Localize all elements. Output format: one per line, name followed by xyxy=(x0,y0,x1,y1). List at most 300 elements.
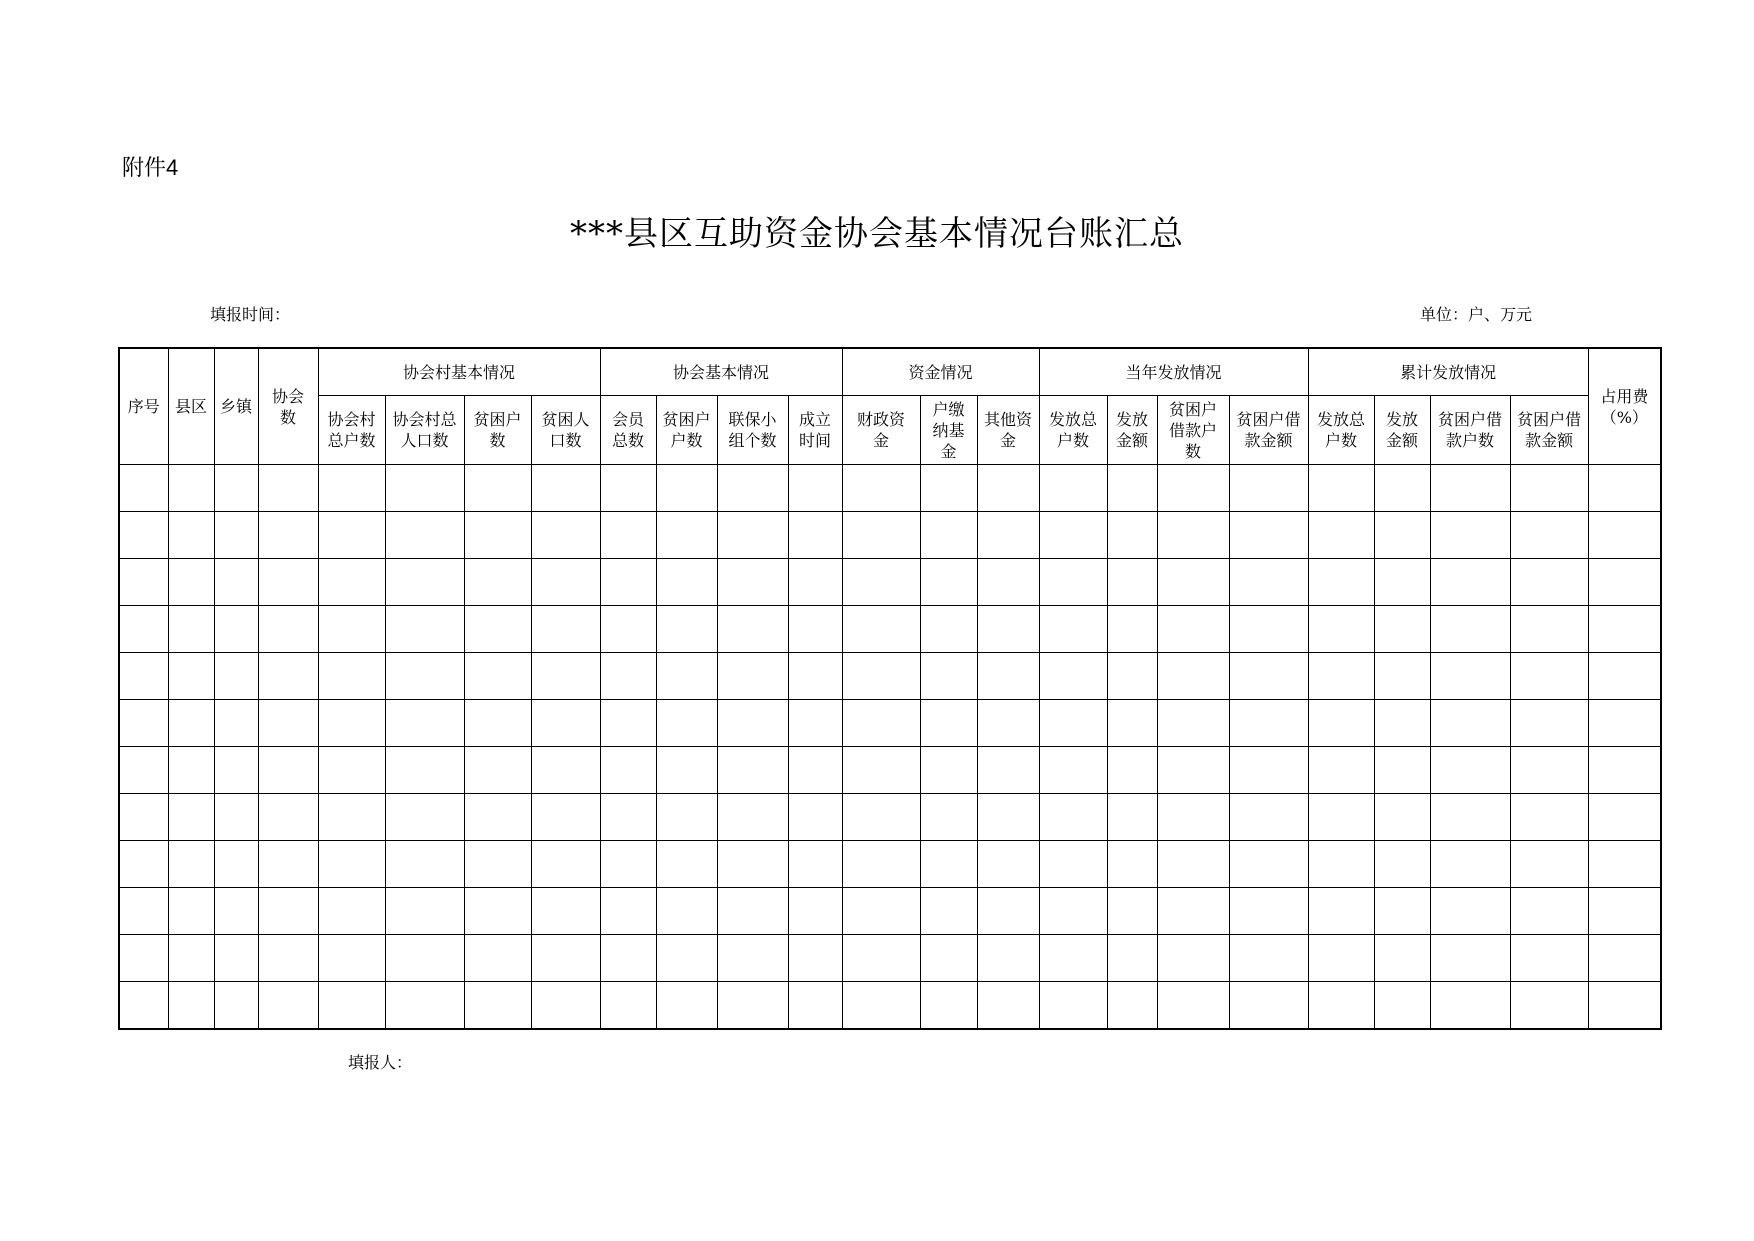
table-cell[interactable] xyxy=(788,747,842,794)
table-cell[interactable] xyxy=(531,700,600,747)
table-cell[interactable] xyxy=(717,606,788,653)
table-cell[interactable] xyxy=(385,841,464,888)
table-cell[interactable] xyxy=(1510,559,1588,606)
table-cell[interactable] xyxy=(214,606,258,653)
table-cell[interactable] xyxy=(1107,606,1157,653)
table-cell[interactable] xyxy=(920,465,977,512)
table-cell[interactable] xyxy=(788,982,842,1030)
table-cell[interactable] xyxy=(1107,465,1157,512)
table-cell[interactable] xyxy=(464,606,531,653)
table-cell[interactable] xyxy=(600,841,656,888)
header-year-issued-households: 发放总 户数 xyxy=(1039,396,1107,465)
table-cell[interactable] xyxy=(920,935,977,982)
table-cell[interactable] xyxy=(788,465,842,512)
table-cell[interactable] xyxy=(531,888,600,935)
table-cell[interactable] xyxy=(168,747,214,794)
table-cell[interactable] xyxy=(119,888,168,935)
table-cell[interactable] xyxy=(842,935,920,982)
table-cell[interactable] xyxy=(214,982,258,1030)
table-cell[interactable] xyxy=(656,465,717,512)
table-cell[interactable] xyxy=(1107,747,1157,794)
table-cell[interactable] xyxy=(600,747,656,794)
table-cell[interactable] xyxy=(531,935,600,982)
table-cell[interactable] xyxy=(600,653,656,700)
table-cell[interactable] xyxy=(717,653,788,700)
table-cell[interactable] xyxy=(1308,935,1374,982)
table-cell[interactable] xyxy=(1157,700,1229,747)
table-cell[interactable] xyxy=(717,465,788,512)
table-cell[interactable] xyxy=(1308,982,1374,1030)
table-cell[interactable] xyxy=(119,653,168,700)
table-cell[interactable] xyxy=(1430,841,1510,888)
table-cell[interactable] xyxy=(1229,606,1308,653)
table-cell[interactable] xyxy=(1588,841,1661,888)
table-cell[interactable] xyxy=(842,841,920,888)
table-cell[interactable] xyxy=(1107,559,1157,606)
table-cell[interactable] xyxy=(656,982,717,1030)
table-cell[interactable] xyxy=(788,700,842,747)
table-cell[interactable] xyxy=(600,794,656,841)
table-cell[interactable] xyxy=(600,888,656,935)
table-cell[interactable] xyxy=(842,465,920,512)
table-cell[interactable] xyxy=(1229,747,1308,794)
table-cell[interactable] xyxy=(119,559,168,606)
table-cell[interactable] xyxy=(842,559,920,606)
table-cell[interactable] xyxy=(464,700,531,747)
table-cell[interactable] xyxy=(842,512,920,559)
table-row xyxy=(119,559,1661,606)
table-cell[interactable] xyxy=(656,888,717,935)
table-cell[interactable] xyxy=(168,888,214,935)
table-cell[interactable] xyxy=(168,465,214,512)
table-cell[interactable] xyxy=(842,653,920,700)
table-row xyxy=(119,653,1661,700)
table-cell[interactable] xyxy=(656,841,717,888)
table-cell[interactable] xyxy=(1229,982,1308,1030)
table-cell[interactable] xyxy=(1157,747,1229,794)
table-cell[interactable] xyxy=(717,982,788,1030)
table-cell[interactable] xyxy=(1039,559,1107,606)
table-cell[interactable] xyxy=(1157,794,1229,841)
table-cell[interactable] xyxy=(258,794,318,841)
table-cell[interactable] xyxy=(318,606,385,653)
table-cell[interactable] xyxy=(1430,747,1510,794)
table-cell[interactable] xyxy=(920,700,977,747)
table-cell[interactable] xyxy=(1039,700,1107,747)
table-cell[interactable] xyxy=(1039,512,1107,559)
table-cell[interactable] xyxy=(1157,653,1229,700)
header-village-population: 协会村总 人口数 xyxy=(385,396,464,465)
table-cell[interactable] xyxy=(1157,559,1229,606)
table-cell[interactable] xyxy=(1588,653,1661,700)
table-row xyxy=(119,747,1661,794)
table-cell[interactable] xyxy=(1229,512,1308,559)
table-cell[interactable] xyxy=(1308,606,1374,653)
table-cell[interactable] xyxy=(318,747,385,794)
table-cell[interactable] xyxy=(1588,465,1661,512)
header-occupancy-fee: 占用费 （%） xyxy=(1588,348,1661,465)
table-cell[interactable] xyxy=(1588,512,1661,559)
table-cell[interactable] xyxy=(318,935,385,982)
table-cell[interactable] xyxy=(464,794,531,841)
table-cell[interactable] xyxy=(1107,512,1157,559)
table-cell[interactable] xyxy=(1374,700,1430,747)
table-cell[interactable] xyxy=(788,794,842,841)
table-cell[interactable] xyxy=(1510,465,1588,512)
table-cell[interactable] xyxy=(1588,700,1661,747)
table-cell[interactable] xyxy=(531,841,600,888)
table-cell[interactable] xyxy=(119,982,168,1030)
table-cell[interactable] xyxy=(168,982,214,1030)
table-cell[interactable] xyxy=(119,606,168,653)
table-cell[interactable] xyxy=(656,653,717,700)
table-cell[interactable] xyxy=(977,935,1039,982)
table-cell[interactable] xyxy=(168,606,214,653)
table-cell[interactable] xyxy=(1588,747,1661,794)
table-cell[interactable] xyxy=(977,982,1039,1030)
table-cell[interactable] xyxy=(842,747,920,794)
table-cell[interactable] xyxy=(531,606,600,653)
table-cell[interactable] xyxy=(119,935,168,982)
table-cell[interactable] xyxy=(1107,982,1157,1030)
table-cell[interactable] xyxy=(600,982,656,1030)
table-cell[interactable] xyxy=(531,794,600,841)
table-cell[interactable] xyxy=(258,747,318,794)
table-cell[interactable] xyxy=(1107,888,1157,935)
table-cell[interactable] xyxy=(119,700,168,747)
table-cell[interactable] xyxy=(1374,606,1430,653)
table-cell[interactable] xyxy=(842,794,920,841)
table-cell[interactable] xyxy=(920,559,977,606)
table-cell[interactable] xyxy=(1510,653,1588,700)
table-cell[interactable] xyxy=(842,888,920,935)
table-cell[interactable] xyxy=(1308,841,1374,888)
table-cell[interactable] xyxy=(1229,559,1308,606)
table-cell[interactable] xyxy=(1510,747,1588,794)
table-cell[interactable] xyxy=(1107,794,1157,841)
table-cell[interactable] xyxy=(318,465,385,512)
table-cell[interactable] xyxy=(385,559,464,606)
table-cell[interactable] xyxy=(318,794,385,841)
table-cell[interactable] xyxy=(1157,465,1229,512)
table-cell[interactable] xyxy=(788,512,842,559)
table-cell[interactable] xyxy=(214,512,258,559)
table-cell[interactable] xyxy=(1039,982,1107,1030)
table-cell[interactable] xyxy=(1588,559,1661,606)
table-cell[interactable] xyxy=(258,935,318,982)
table-cell[interactable] xyxy=(385,465,464,512)
table-cell[interactable] xyxy=(464,747,531,794)
table-cell[interactable] xyxy=(656,747,717,794)
table-cell[interactable] xyxy=(842,982,920,1030)
table-cell[interactable] xyxy=(977,888,1039,935)
table-cell[interactable] xyxy=(656,700,717,747)
table-cell[interactable] xyxy=(1229,935,1308,982)
table-cell[interactable] xyxy=(318,700,385,747)
header-year-issued-amount: 发放 金额 xyxy=(1107,396,1157,465)
table-cell[interactable] xyxy=(1229,841,1308,888)
table-cell[interactable] xyxy=(214,888,258,935)
table-cell[interactable] xyxy=(385,606,464,653)
table-cell[interactable] xyxy=(1374,559,1430,606)
table-cell[interactable] xyxy=(385,653,464,700)
table-cell[interactable] xyxy=(464,559,531,606)
table-cell[interactable] xyxy=(464,935,531,982)
table-cell[interactable] xyxy=(531,512,600,559)
table-cell[interactable] xyxy=(1107,653,1157,700)
table-cell[interactable] xyxy=(1510,935,1588,982)
table-cell[interactable] xyxy=(1039,794,1107,841)
table-cell[interactable] xyxy=(1510,512,1588,559)
table-cell[interactable] xyxy=(318,512,385,559)
table-cell[interactable] xyxy=(1588,982,1661,1030)
table-cell[interactable] xyxy=(600,606,656,653)
table-cell[interactable] xyxy=(1510,841,1588,888)
table-cell[interactable] xyxy=(258,888,318,935)
table-cell[interactable] xyxy=(788,841,842,888)
table-cell[interactable] xyxy=(119,465,168,512)
table-cell[interactable] xyxy=(258,700,318,747)
table-cell[interactable] xyxy=(258,512,318,559)
table-cell[interactable] xyxy=(1430,700,1510,747)
table-cell[interactable] xyxy=(1374,935,1430,982)
table-cell[interactable] xyxy=(920,794,977,841)
table-cell[interactable] xyxy=(1039,888,1107,935)
table-cell[interactable] xyxy=(1430,888,1510,935)
table-cell[interactable] xyxy=(600,512,656,559)
table-cell[interactable] xyxy=(119,747,168,794)
table-cell[interactable] xyxy=(1374,888,1430,935)
table-cell[interactable] xyxy=(1039,841,1107,888)
table-cell[interactable] xyxy=(385,747,464,794)
table-cell[interactable] xyxy=(464,653,531,700)
table-cell[interactable] xyxy=(119,794,168,841)
table-cell[interactable] xyxy=(385,512,464,559)
table-cell[interactable] xyxy=(842,606,920,653)
table-cell[interactable] xyxy=(531,653,600,700)
table-cell[interactable] xyxy=(1510,794,1588,841)
table-row xyxy=(119,465,1661,512)
table-cell[interactable] xyxy=(1374,841,1430,888)
table-cell[interactable] xyxy=(1157,888,1229,935)
table-cell[interactable] xyxy=(1430,559,1510,606)
table-cell[interactable] xyxy=(1430,982,1510,1030)
table-cell[interactable] xyxy=(214,747,258,794)
table-cell[interactable] xyxy=(1039,606,1107,653)
table-cell[interactable] xyxy=(600,559,656,606)
table-cell[interactable] xyxy=(656,559,717,606)
table-cell[interactable] xyxy=(977,653,1039,700)
table-cell[interactable] xyxy=(656,606,717,653)
table-cell[interactable] xyxy=(1229,888,1308,935)
table-cell[interactable] xyxy=(1430,465,1510,512)
table-cell[interactable] xyxy=(1374,512,1430,559)
table-cell[interactable] xyxy=(214,559,258,606)
table-cell[interactable] xyxy=(1039,653,1107,700)
table-cell[interactable] xyxy=(385,935,464,982)
table-cell[interactable] xyxy=(1510,606,1588,653)
table-cell[interactable] xyxy=(531,747,600,794)
table-cell[interactable] xyxy=(214,935,258,982)
table-cell[interactable] xyxy=(1157,606,1229,653)
table-cell[interactable] xyxy=(385,794,464,841)
table-cell[interactable] xyxy=(1157,841,1229,888)
table-cell[interactable] xyxy=(168,841,214,888)
table-cell[interactable] xyxy=(318,982,385,1030)
table-cell[interactable] xyxy=(1039,935,1107,982)
header-guarantee-groups: 联保小 组个数 xyxy=(717,396,788,465)
table-cell[interactable] xyxy=(600,700,656,747)
table-cell[interactable] xyxy=(977,465,1039,512)
table-cell[interactable] xyxy=(920,653,977,700)
table-cell[interactable] xyxy=(318,888,385,935)
table-cell[interactable] xyxy=(600,935,656,982)
table-cell[interactable] xyxy=(1308,794,1374,841)
table-cell[interactable] xyxy=(788,559,842,606)
header-assoc-count: 协会 数 xyxy=(258,348,318,465)
table-cell[interactable] xyxy=(1374,794,1430,841)
table-cell[interactable] xyxy=(214,841,258,888)
table-cell[interactable] xyxy=(1107,935,1157,982)
table-cell[interactable] xyxy=(600,465,656,512)
table-cell[interactable] xyxy=(531,559,600,606)
table-cell[interactable] xyxy=(788,606,842,653)
table-cell[interactable] xyxy=(258,606,318,653)
table-cell[interactable] xyxy=(214,465,258,512)
table-cell[interactable] xyxy=(168,935,214,982)
table-cell[interactable] xyxy=(1308,700,1374,747)
table-cell[interactable] xyxy=(1430,935,1510,982)
table-cell[interactable] xyxy=(920,841,977,888)
table-cell[interactable] xyxy=(214,794,258,841)
table-cell[interactable] xyxy=(1157,982,1229,1030)
table-cell[interactable] xyxy=(1374,653,1430,700)
table-cell[interactable] xyxy=(258,559,318,606)
table-cell[interactable] xyxy=(258,653,318,700)
table-cell[interactable] xyxy=(1588,888,1661,935)
table-cell[interactable] xyxy=(842,700,920,747)
table-cell[interactable] xyxy=(531,465,600,512)
table-cell[interactable] xyxy=(1308,653,1374,700)
table-cell[interactable] xyxy=(258,841,318,888)
table-cell[interactable] xyxy=(168,700,214,747)
table-cell[interactable] xyxy=(1039,747,1107,794)
table-cell[interactable] xyxy=(717,935,788,982)
table-cell[interactable] xyxy=(1157,935,1229,982)
table-cell[interactable] xyxy=(531,982,600,1030)
table-cell[interactable] xyxy=(1430,794,1510,841)
table-cell[interactable] xyxy=(168,794,214,841)
table-cell[interactable] xyxy=(168,512,214,559)
table-cell[interactable] xyxy=(717,700,788,747)
ledger-body xyxy=(119,465,1661,1030)
table-cell[interactable] xyxy=(977,512,1039,559)
table-cell[interactable] xyxy=(119,512,168,559)
table-cell[interactable] xyxy=(168,653,214,700)
table-cell[interactable] xyxy=(385,982,464,1030)
table-cell[interactable] xyxy=(1107,841,1157,888)
table-cell[interactable] xyxy=(258,982,318,1030)
table-cell[interactable] xyxy=(258,465,318,512)
table-cell[interactable] xyxy=(977,559,1039,606)
table-cell[interactable] xyxy=(1588,606,1661,653)
table-cell[interactable] xyxy=(920,888,977,935)
table-cell[interactable] xyxy=(1039,465,1107,512)
table-cell[interactable] xyxy=(119,841,168,888)
table-cell[interactable] xyxy=(717,512,788,559)
table-cell[interactable] xyxy=(656,935,717,982)
table-cell[interactable] xyxy=(1308,512,1374,559)
table-cell[interactable] xyxy=(920,982,977,1030)
table-cell[interactable] xyxy=(464,512,531,559)
table-cell[interactable] xyxy=(214,700,258,747)
table-cell[interactable] xyxy=(1308,465,1374,512)
table-cell[interactable] xyxy=(977,841,1039,888)
table-cell[interactable] xyxy=(1510,888,1588,935)
table-cell[interactable] xyxy=(977,747,1039,794)
table-cell[interactable] xyxy=(464,888,531,935)
table-cell[interactable] xyxy=(1308,747,1374,794)
table-cell[interactable] xyxy=(1430,512,1510,559)
table-cell[interactable] xyxy=(1510,700,1588,747)
table-cell[interactable] xyxy=(717,841,788,888)
table-cell[interactable] xyxy=(1229,794,1308,841)
table-cell[interactable] xyxy=(977,700,1039,747)
table-cell[interactable] xyxy=(1374,982,1430,1030)
table-cell[interactable] xyxy=(717,794,788,841)
table-cell[interactable] xyxy=(656,794,717,841)
table-cell[interactable] xyxy=(1308,888,1374,935)
table-cell[interactable] xyxy=(1374,747,1430,794)
table-cell[interactable] xyxy=(385,700,464,747)
table-cell[interactable] xyxy=(717,888,788,935)
table-cell[interactable] xyxy=(1229,653,1308,700)
table-cell[interactable] xyxy=(318,841,385,888)
table-cell[interactable] xyxy=(788,888,842,935)
table-cell[interactable] xyxy=(1430,653,1510,700)
table-cell[interactable] xyxy=(1510,982,1588,1030)
table-cell[interactable] xyxy=(788,935,842,982)
table-cell[interactable] xyxy=(1308,559,1374,606)
table-cell[interactable] xyxy=(464,465,531,512)
table-cell[interactable] xyxy=(1374,465,1430,512)
table-cell[interactable] xyxy=(920,606,977,653)
table-cell[interactable] xyxy=(318,559,385,606)
table-cell[interactable] xyxy=(788,653,842,700)
table-cell[interactable] xyxy=(977,606,1039,653)
table-cell[interactable] xyxy=(385,888,464,935)
table-cell[interactable] xyxy=(1229,465,1308,512)
table-cell[interactable] xyxy=(1588,794,1661,841)
header-poor-population: 贫困人 口数 xyxy=(531,396,600,465)
table-cell[interactable] xyxy=(920,512,977,559)
table-cell[interactable] xyxy=(1107,700,1157,747)
table-cell[interactable] xyxy=(920,747,977,794)
table-cell[interactable] xyxy=(717,747,788,794)
table-cell[interactable] xyxy=(1588,935,1661,982)
table-cell[interactable] xyxy=(464,841,531,888)
table-cell[interactable] xyxy=(1430,606,1510,653)
table-cell[interactable] xyxy=(656,512,717,559)
table-cell[interactable] xyxy=(318,653,385,700)
table-cell[interactable] xyxy=(977,794,1039,841)
table-cell[interactable] xyxy=(1157,512,1229,559)
table-cell[interactable] xyxy=(1229,700,1308,747)
table-cell[interactable] xyxy=(214,653,258,700)
table-cell[interactable] xyxy=(464,982,531,1030)
table-cell[interactable] xyxy=(168,559,214,606)
table-cell[interactable] xyxy=(717,559,788,606)
